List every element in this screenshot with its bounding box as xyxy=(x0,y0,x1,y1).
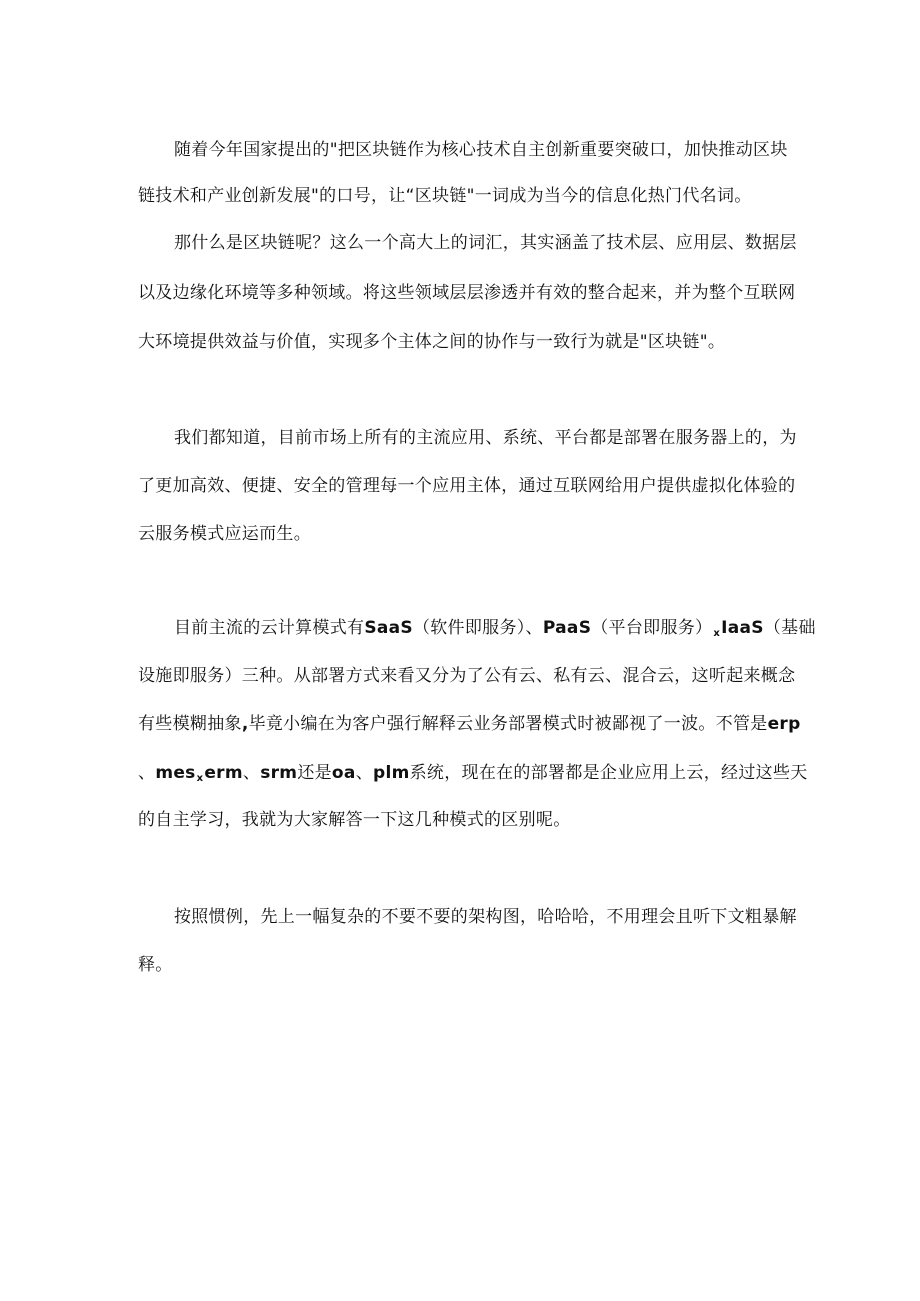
text-run: 、 xyxy=(138,763,156,783)
paragraph-3-line-1: 我们都知道，目前市场上所有的主流应用、系统、平台都是部署在服务器上的，为 xyxy=(174,428,797,448)
term-erm: erm xyxy=(204,763,243,783)
text-run: 还是 xyxy=(297,763,332,783)
term-erp: erp xyxy=(767,714,801,734)
term-oa: oa xyxy=(331,763,356,783)
text-run: 目前主流的云计算模式有 xyxy=(174,618,365,638)
paragraph-4-line-5: 的自主学习，我就为大家解答一下这几种模式的区别呢。 xyxy=(138,810,571,830)
term-saas: SaaS xyxy=(364,618,413,638)
paragraph-2-line-2: 以及边缘化环境等多种领域。将这些领域层层渗透并有效的整合起来，并为整个互联网 xyxy=(138,283,796,303)
paragraph-3-line-3: 云服务模式应运而生。 xyxy=(138,524,311,544)
paragraph-4-line-2: 设施即服务）三种。从部署方式来看又分为了公有云、私有云、混合云，这听起来概念 xyxy=(138,666,796,686)
paragraph-5-line-1: 按照惯例，先上一幅复杂的不要不要的架构图，哈哈哈，不用理会且听下文粗暴解 xyxy=(174,907,797,927)
term-mes: mes xyxy=(155,763,196,783)
term-srm: srm xyxy=(260,763,298,783)
separator-x: x xyxy=(713,628,721,639)
paragraph-5-line-2: 释。 xyxy=(138,955,173,975)
text-run: 系统，现在在的部署都是企业应用上云，经过这些天 xyxy=(409,763,808,783)
paragraph-2-line-3: 大环境提供效益与价值，实现多个主体之间的协作与一致行为就是"区块链"。 xyxy=(138,332,726,352)
text-run: （软件即服务）、 xyxy=(412,618,543,638)
text-run: 有些模糊抽象 xyxy=(138,714,242,734)
text-run: （基础 xyxy=(763,618,816,638)
paragraph-2-line-1: 那什么是区块链呢？这么一个高大上的词汇，其实涵盖了技术层、应用层、数据层 xyxy=(174,233,797,253)
paragraph-1-line-1: 随着今年国家提出的"把区块链作为核心技术自主创新重要突破口，加快推动区块 xyxy=(174,140,788,160)
text-run: （平台即服务） xyxy=(591,618,713,638)
text-run: 、 xyxy=(355,763,373,783)
separator-x: x xyxy=(196,773,204,784)
paragraph-4-line-4 xyxy=(138,760,808,786)
term-plm: plm xyxy=(373,763,410,783)
paragraph-1-line-2: 链技术和产业创新发展"的口号，让“区块链"一词成为当今的信息化热门代名词。 xyxy=(138,186,752,206)
text-run: 、 xyxy=(242,763,261,783)
term-iaas: IaaS xyxy=(721,618,764,638)
paragraph-4-line-1 xyxy=(174,615,816,641)
term-paas: PaaS xyxy=(542,618,592,638)
text-run: 毕竟小编在为客户强行解释云业务部署模式时被鄙视了一波。不管是 xyxy=(248,714,768,734)
paragraph-3-line-2: 了更加高效、便捷、安全的管理每一个应用主体，通过互联网给用户提供虚拟化体验的 xyxy=(138,476,796,496)
paragraph-4-line-3 xyxy=(138,711,801,737)
comma: , xyxy=(241,714,249,734)
